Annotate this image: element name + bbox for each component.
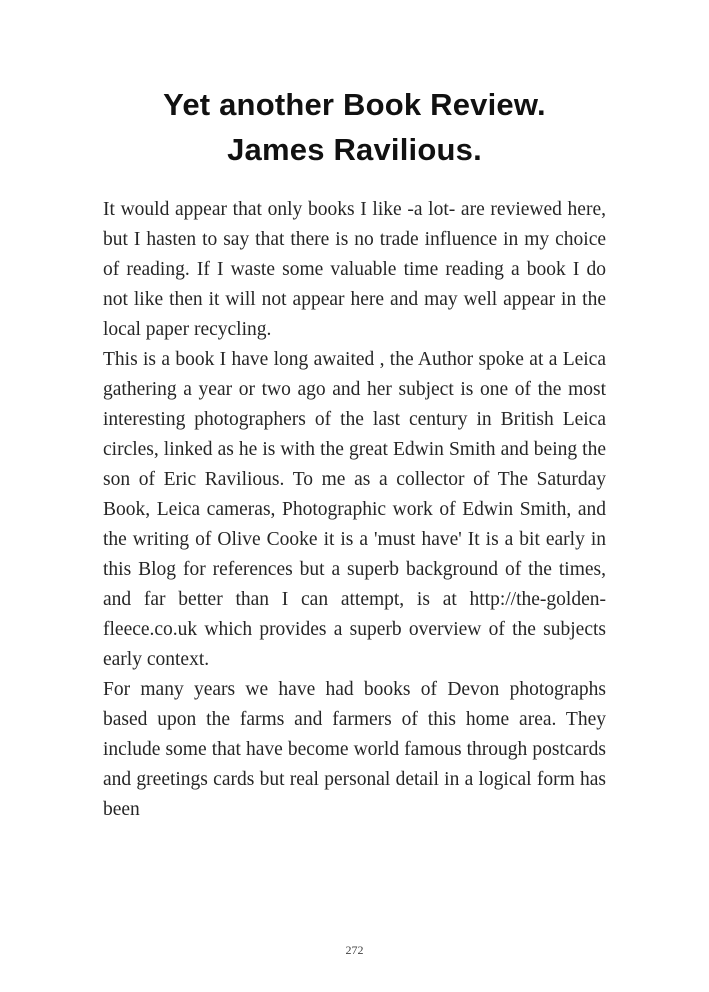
page-number: 272 bbox=[345, 943, 364, 957]
page-title bbox=[0, 82, 709, 172]
body-text bbox=[103, 195, 606, 825]
title-line-2: James Ravilious. bbox=[227, 132, 482, 167]
paragraph-1: It would appear that only books I like -a lot- are reviewed here, but I hasten to say that there is no trade influence in my choice of reading. If I waste some valuable time reading a book I do not like then it will not appear here and may well appear in the local paper recycling. bbox=[103, 199, 606, 340]
paragraph-3: For many years we have had books of Devon photographs based upon the farms and farmers of this home area. They include some that have become world famous through postcards and greetings cards but real personal detail in a logical form has been bbox=[103, 679, 606, 820]
title-line-1: Yet another Book Review. bbox=[163, 87, 546, 122]
paragraph-2: This is a book I have long awaited , the Author spoke at a Leica gathering a year or two ago and her subject is one of the most interesting photographers of the last century in British Leica circles, linked as he is with the great Edwin Smith and being the son of Eric Ravilious. To me as a collector of The Saturday Book, Leica cameras, Photographic work of Edwin Smith, and the writing of Olive Cooke it is a 'must have' It is a bit early in this Blog for references but a superb background of the times, and far better than I can attempt, is at http://the-golden-fleece.co.uk which provides a superb overview of the subjects early context. bbox=[103, 349, 606, 670]
